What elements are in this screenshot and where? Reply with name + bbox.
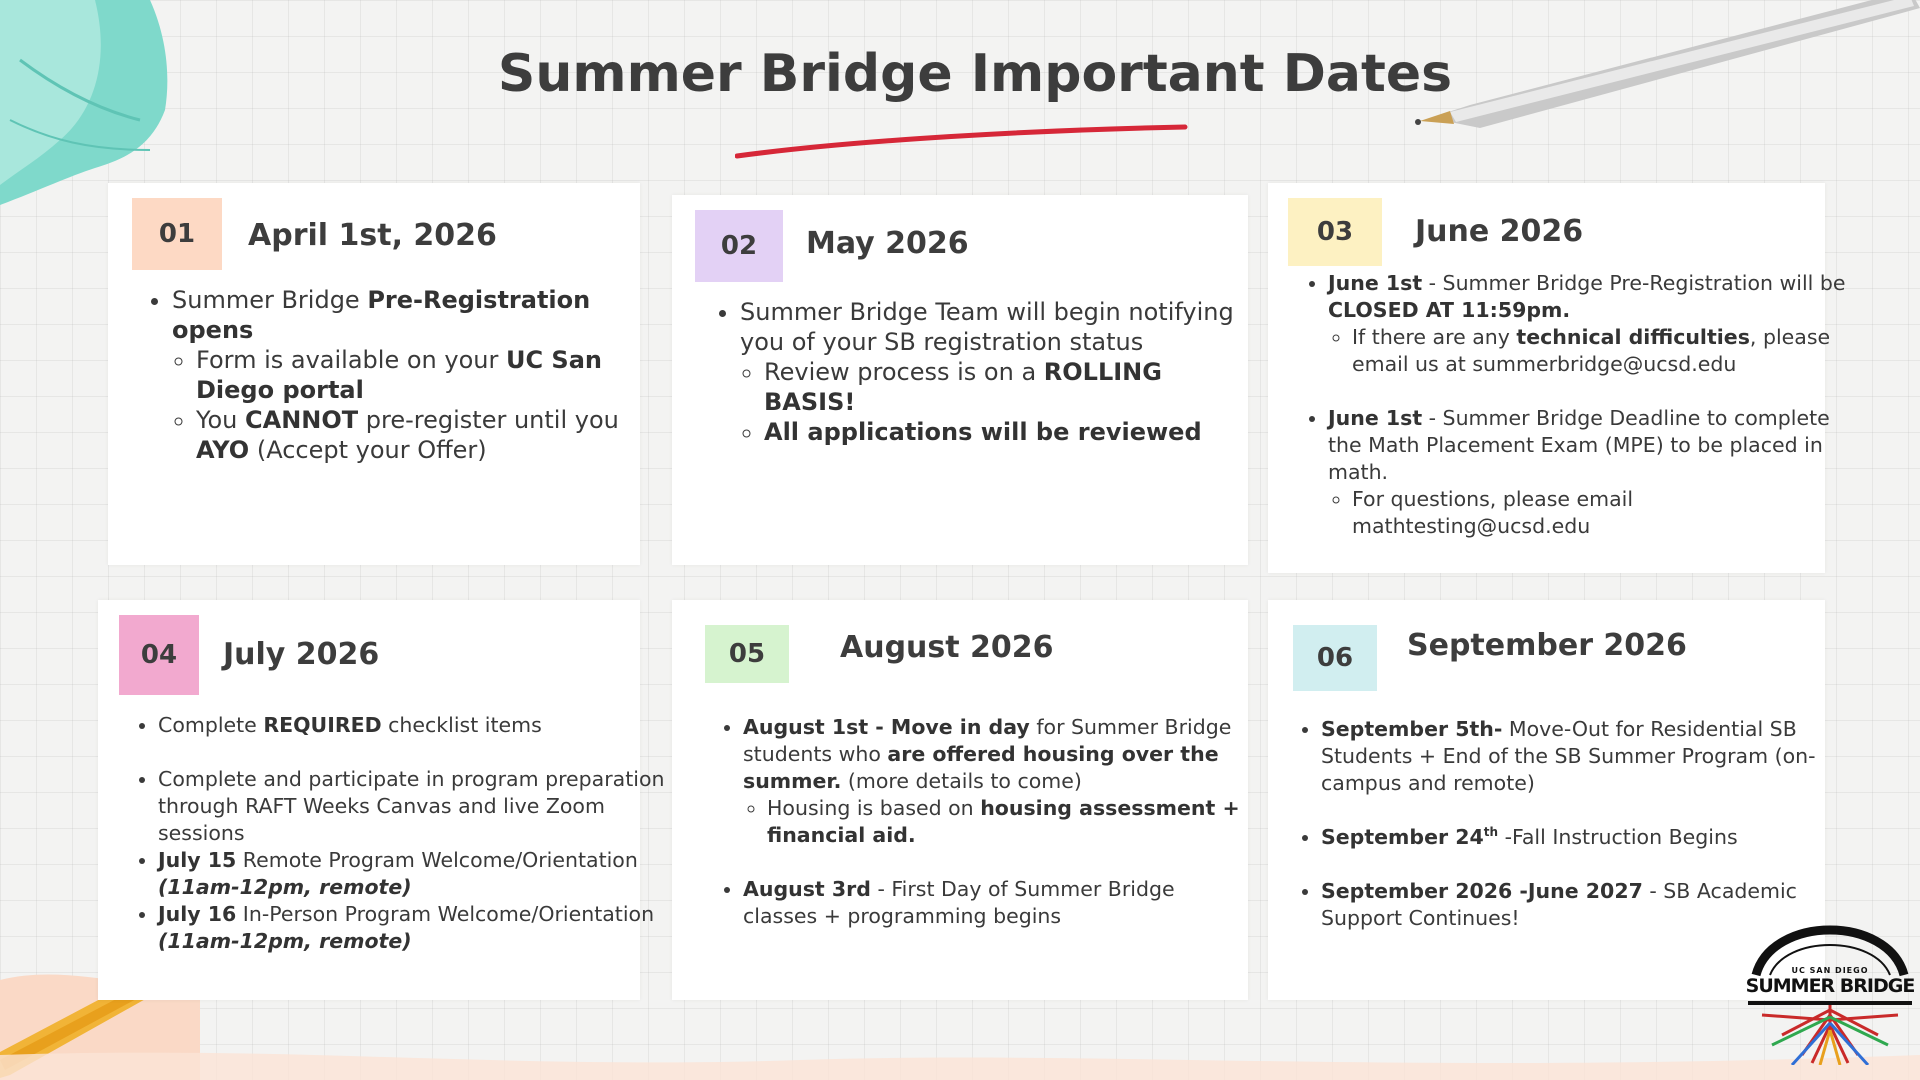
list-item: • July 16 In-Person Program Welcome/Orientation (11am-12pm, remote): [158, 901, 668, 955]
title-underline-decoration: [735, 118, 1195, 168]
card-heading-june: June 2026: [1415, 214, 1584, 249]
list-item: • September 2026 -June 2027 - SB Academic Support Continues!: [1321, 878, 1841, 932]
card-list-april: [148, 285, 647, 465]
card-number-06: 06: [1293, 625, 1377, 691]
list-item: • August 3rd - First Day of Summer Bridge classes + programming begins: [743, 876, 1253, 930]
card-number-01: 01: [132, 198, 222, 270]
card-heading-july: July 2026: [223, 637, 380, 672]
list-item: • June 1st - Summer Bridge Pre-Registration will be CLOSED AT 11:59pm. ◦ If there are any technical difficulties, please email us at summerbridge@ucsd.edu: [1328, 270, 1848, 378]
paper-scrap-decoration: [0, 1045, 1920, 1080]
list-item: • July 15 Remote Program Welcome/Orientation (11am-12pm, remote): [158, 847, 668, 901]
logo-small-text: UC SAN DIEGO: [1791, 966, 1869, 975]
list-item: • Summer Bridge Pre-Registration opens ◦ Form is available on your UC San Diego portal ◦ You CANNOT pre-register until you AYO (Accept your Offer): [172, 285, 647, 465]
logo-main-text: SUMMER BRIDGE: [1745, 975, 1915, 997]
list-item: ◦ For questions, please email mathtesting@ucsd.edu: [1352, 486, 1848, 540]
card-list-september: [1297, 716, 1841, 932]
list-item: • September 5th- Move-Out for Residential SB Students + End of the SB Summer Program (on-campus and remote): [1321, 716, 1841, 797]
list-item: ◦ All applications will be reviewed: [764, 417, 1250, 447]
list-item: ◦ Housing is based on housing assessment + financial aid.: [767, 795, 1253, 849]
list-item: ◦ Form is available on your UC San Diego portal: [196, 345, 647, 405]
list-item: • Summer Bridge Team will begin notifying you of your SB registration status ◦ Review process is on a ROLLING BASIS! ◦ All applications will be reviewed: [740, 297, 1250, 447]
summer-bridge-logo: [1742, 905, 1918, 1065]
card-number-05: 05: [705, 625, 789, 683]
card-heading-april: April 1st, 2026: [248, 218, 497, 253]
list-item: • August 1st - Move in day for Summer Bridge students who are offered housing over the summer. (more details to come) ◦ Housing is based on housing assessment + financial aid.: [743, 714, 1253, 849]
list-item: • June 1st - Summer Bridge Deadline to complete the Math Placement Exam (MPE) to be placed in math. ◦ For questions, please email mathtesting@ucsd.edu: [1328, 405, 1848, 540]
list-item: • Complete and participate in program preparation through RAFT Weeks Canvas and live Zoom sessions: [158, 766, 668, 847]
list-item: ◦ If there are any technical difficulties, please email us at summerbridge@ucsd.edu: [1352, 324, 1848, 378]
card-heading-may: May 2026: [806, 226, 969, 261]
card-heading-august: August 2026: [840, 630, 1054, 665]
card-heading-september: September 2026: [1407, 628, 1687, 663]
list-item: ◦ You CANNOT pre-register until you AYO (Accept your Offer): [196, 405, 647, 465]
card-number-02: 02: [695, 210, 783, 282]
list-item: • Complete REQUIRED checklist items: [158, 712, 668, 739]
list-item: • September 24th -Fall Instruction Begins: [1321, 824, 1841, 851]
fabric-decoration: [0, 0, 190, 210]
card-list-may: [716, 297, 1250, 447]
card-number-04: 04: [119, 615, 199, 695]
card-list-august: [719, 714, 1253, 930]
card-list-june: [1304, 270, 1848, 540]
card-list-july: [134, 712, 668, 955]
list-item: ◦ Review process is on a ROLLING BASIS!: [764, 357, 1250, 417]
card-number-03: 03: [1288, 198, 1382, 266]
page-title: Summer Bridge Important Dates: [497, 44, 1453, 104]
